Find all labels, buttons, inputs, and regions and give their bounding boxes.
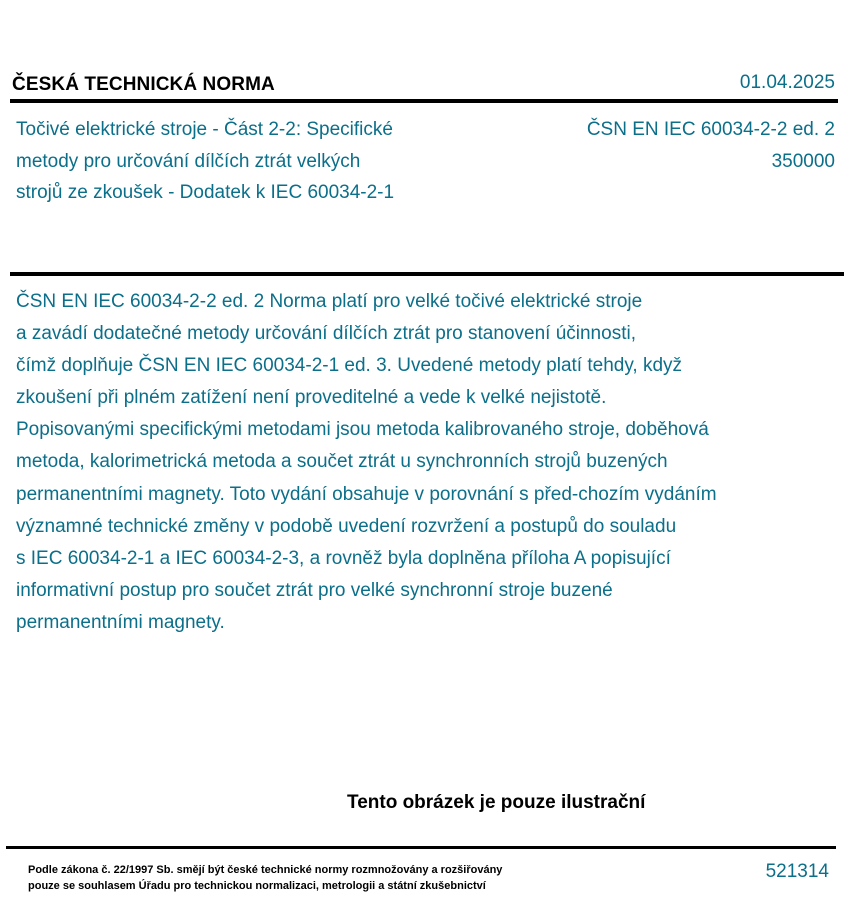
header-title: ČESKÁ TECHNICKÁ NORMA xyxy=(12,74,275,95)
abstract-line: metoda, kalorimetrická metoda a součet ztrát u synchronních strojů buzených xyxy=(16,451,668,473)
publication-date: 01.04.2025 xyxy=(739,72,835,93)
standard-title xyxy=(16,114,486,209)
footer-divider xyxy=(6,846,836,849)
header-divider xyxy=(10,99,838,103)
footer-legal-notice xyxy=(28,862,502,894)
abstract-line: s IEC 60034-2-1 a IEC 60034-2-3, a rovněž byla doplněna příloha A popisující xyxy=(16,547,671,569)
abstract-line: permanentními magnety. xyxy=(16,611,225,633)
standard-identifier xyxy=(587,114,835,177)
standard-title-line: metody pro určování dílčích ztrát velkých xyxy=(16,150,361,172)
standard-code: ČSN EN IEC 60034-2-2 ed. 2 xyxy=(586,119,835,140)
abstract-line: a zavádí dodatečné metody určování dílčích ztrát pro stanovení účinnosti, xyxy=(16,323,636,345)
classification-number: 350000 xyxy=(771,150,835,172)
section-divider xyxy=(10,272,844,276)
abstract-line: významné technické změny v podobě uvedení rozvržení a postupů do souladu xyxy=(16,515,677,537)
illustration-note: Tento obrázek je pouze ilustrační xyxy=(347,792,646,813)
document-number: 521314 xyxy=(765,861,829,882)
standard-title-line: strojů ze zkoušek - Dodatek k IEC 60034-2-1 xyxy=(16,182,395,203)
footer-legal-line: pouze se souhlasem Úřadu pro technickou normalizaci, metrologii a státní zkušebnictví xyxy=(28,880,486,892)
abstract-line: permanentními magnety. Toto vydání obsahuje v porovnání s před-chozím vydáním xyxy=(16,483,717,505)
abstract-line: informativní postup pro součet ztrát pro velké synchronní stroje buzené xyxy=(16,579,613,601)
abstract-line: čímž doplňuje ČSN EN IEC 60034-2-1 ed. 3. Uvedené metody platí tehdy, když xyxy=(16,355,683,377)
abstract-line: zkoušení při plném zatížení není proveditelné a vede k velké nejistotě. xyxy=(16,387,607,409)
abstract-line: ČSN EN IEC 60034-2-2 ed. 2 Norma platí pro velké točivé elektrické stroje xyxy=(16,291,643,312)
abstract-line: Popisovanými specifickými metodami jsou metoda kalibrovaného stroje, doběhová xyxy=(16,419,709,441)
abstract xyxy=(16,286,816,639)
footer-legal-line: Podle zákona č. 22/1997 Sb. smějí být české technické normy rozmnožovány a rozšiřovány xyxy=(28,864,503,876)
standard-title-line: Točivé elektrické stroje - Část 2-2: Specifické xyxy=(16,119,393,140)
